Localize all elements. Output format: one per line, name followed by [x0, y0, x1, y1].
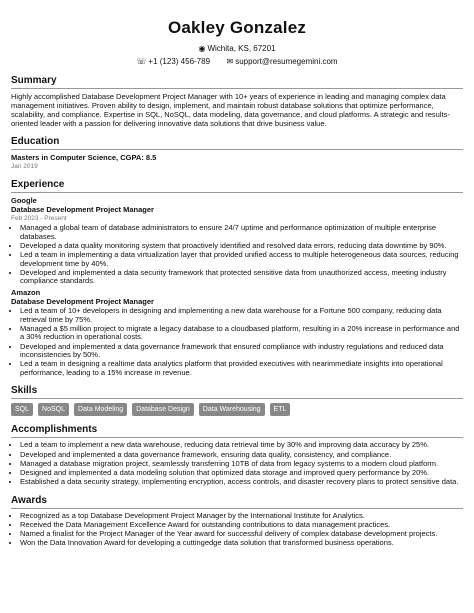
job-company: Amazon [11, 287, 41, 297]
awards-heading: Awards [11, 495, 463, 509]
accomplishment-item: • Developed and implemented a data governance framework, ensuring data quality, consistency, and compliance. [20, 451, 463, 460]
skill-chip: Data Modeling [74, 403, 127, 416]
job-bullet: • Developed a data quality monitoring system that proactively identified and resolved data errors, reducing data downtime by 90%. [20, 242, 463, 251]
envelope-icon: ✉ [226, 57, 234, 66]
award-item: • Recognized as a top Database Development Project Manager by the International Institute for Analytics. [20, 512, 463, 521]
email-link[interactable]: support@resumegemini.com [235, 57, 338, 66]
job-bullet: • Developed and implemented a data security framework that protected sensitive data from unauthorized access, meeting industry compliance standards. [20, 269, 463, 286]
location-line [11, 44, 463, 54]
experience-heading: Experience [11, 179, 463, 193]
job-bullet: • Led a team in implementing a data virtualization layer that provided unified access to multiple heterogeneous data sources, reducing development time by 40%. [20, 251, 463, 268]
job-date: Feb 2023 - Present [11, 215, 67, 222]
education-degree: Masters in Computer Science, CGPA: 8.5 [11, 153, 157, 162]
awards-section [11, 495, 463, 548]
skill-chip: Data Warehousing [199, 403, 265, 416]
candidate-name: Oakley Gonzalez [167, 18, 307, 37]
summary-heading: Summary [11, 75, 463, 89]
skill-chip: NoSQL [38, 403, 69, 416]
award-item: • Received the Data Management Excellence Award for outstanding contributions to data management practices. [20, 521, 463, 530]
job-bullet: • Led a team in designing a realtime data analytics platform that provided executives with nearimmediate insights into operational performance, leading to a 15% increase in revenue. [20, 360, 463, 377]
summary-text: Highly accomplished Database Development Project Manager with 10+ years of experience in leading and managing complex data management initiatives. Proven ability to design, implement, and maintain robust database solutions that optimize performance, scalability, and compliance. Expertise in SQL, NoSQL, data modeling, data governance, and cloud platforms. A strategic and results-oriented leader with a passion for delivering innovative data solutions that drive business value. [11, 92, 450, 128]
job-role: Database Development Project Manager [11, 205, 154, 214]
skill-chip: SQL [11, 403, 33, 416]
skill-chip: ETL [270, 403, 291, 416]
job-role: Database Development Project Manager [11, 296, 154, 306]
location-text: Wichita, KS, 67201 [207, 44, 276, 53]
skills-heading: Skills [11, 385, 463, 399]
skill-chip: Database Design [132, 403, 194, 416]
phone-icon: ☏ [136, 57, 147, 66]
accomplishments-section [11, 424, 463, 486]
job-bullet: • Managed a global team of database administrators to ensure 24/7 uptime and performance optimization of multiple enterprise databases. [20, 224, 463, 241]
map-pin-icon: ◉ [198, 44, 206, 53]
education-section [11, 136, 463, 171]
education-date: Jan 2019 [11, 163, 38, 170]
job-bullet: • Managed a $5 million project to migrate a legacy database to a cloudbased platform, resulting in a 20% increase in performance and a 30% reduction in operational costs. [20, 325, 463, 342]
job-bullet: • Led a team of 10+ developers in designing and implementing a new data warehouse for a Fortune 500 company, reducing data retrieval time by 75%. [20, 307, 463, 324]
accomplishment-item: • Designed and implemented a data modeling solution that optimized data storage and improved query performance by 20%. [20, 469, 463, 478]
skills-list [11, 403, 463, 416]
education-heading: Education [11, 136, 463, 150]
job-company: Google [11, 196, 37, 205]
award-item: • Named a finalist for the Project Manager of the Year award for successful delivery of complex database development projects. [20, 530, 463, 539]
summary-section [11, 75, 463, 128]
awards-list [11, 512, 463, 548]
accomplishment-item: • Led a team to implement a new data warehouse, reducing data retrieval time by 30% and improving data accuracy by 25%. [20, 441, 463, 450]
contact-line [11, 57, 463, 67]
award-item: • Won the Data Innovation Award for developing a cuttingedge data solution that transformed business operations. [20, 539, 463, 548]
job-bullets [11, 224, 463, 286]
job-entry [11, 196, 463, 286]
accomplishment-item: • Established a data security strategy, implementing encryption, access controls, and disaster recovery plans to protect sensitive data. [20, 478, 463, 487]
job-entry [11, 288, 463, 378]
job-bullets [11, 307, 463, 378]
accomplishments-list [11, 441, 463, 486]
accomplishments-heading: Accomplishments [11, 424, 463, 438]
skills-section [11, 385, 463, 416]
accomplishment-item: • Managed a database migration project, seamlessly transferring 10TB of data from legacy systems to a modern cloud platform. [20, 460, 463, 469]
job-bullet: • Developed and implemented a data governance framework that ensured compliance with industry regulations and reduced data inconsistencies by 50%. [20, 343, 463, 360]
phone-text: +1 (123) 456-789 [148, 57, 211, 66]
experience-section [11, 179, 463, 377]
